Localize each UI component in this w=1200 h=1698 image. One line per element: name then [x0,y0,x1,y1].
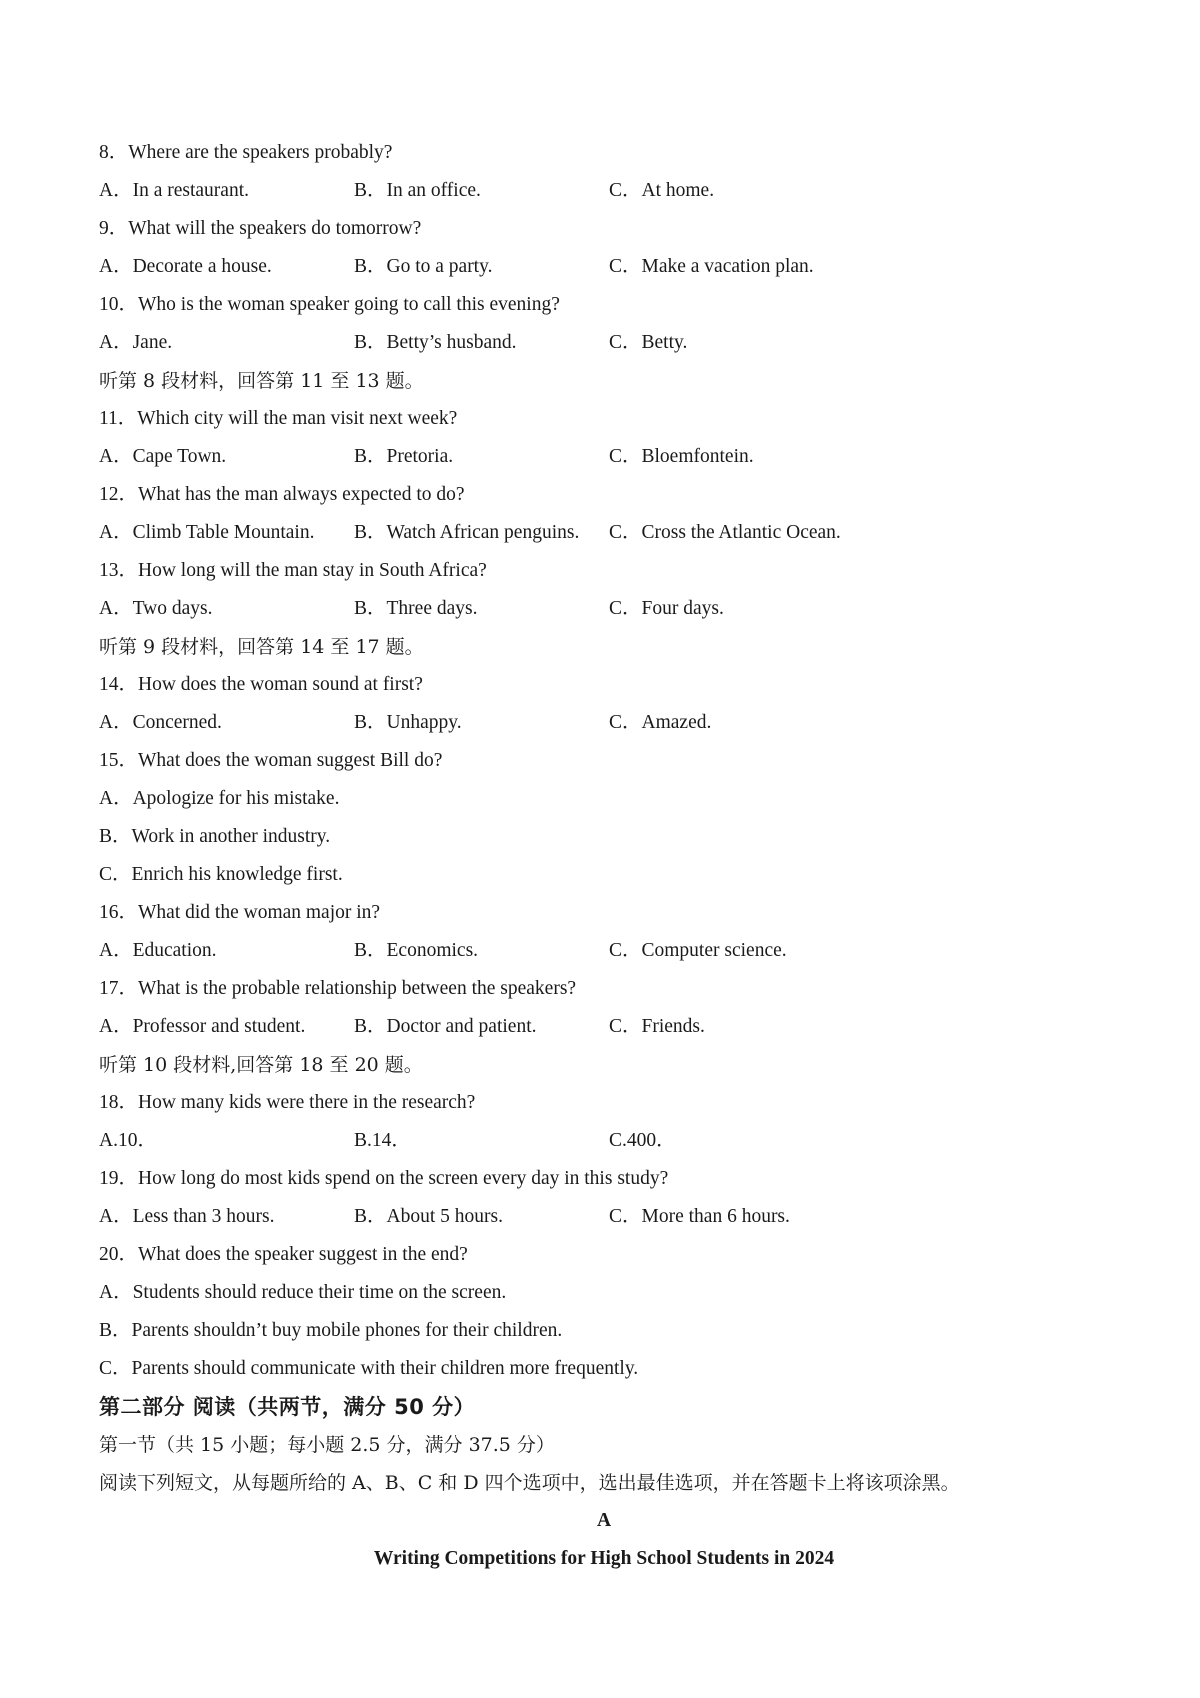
option-c: C．Bloemfontein. [609,446,754,467]
option-a: A．Less than 3 hours. [99,1206,275,1227]
options-row [99,324,1109,362]
option-b: B．Unhappy. [354,712,462,733]
question-text: How many kids were there in the research? [138,1092,476,1113]
question-number: 16． [99,902,139,923]
option-b: B．Betty’s husband. [354,332,517,353]
instruction-line: 听第 9 段材料，回答第 14 至 17 题。 [99,636,424,658]
question-number: 20． [99,1244,139,1265]
question-text: What does the speaker suggest in the end? [138,1244,468,1265]
question-stem [99,970,1109,1008]
option-c: C．Make a vacation plan. [609,256,814,277]
question-number: 14． [99,674,139,695]
option-a: A．Two days. [99,598,213,619]
options-row [99,1198,1109,1236]
exam-page [99,134,1109,1578]
question-number: 19． [99,1168,139,1189]
option-b: B．About 5 hours. [354,1206,503,1227]
options-row [99,1122,1109,1160]
question-stem [99,1236,1109,1274]
instruction-line: 阅读下列短文，从每题所给的 A、B、C 和 D 四个选项中，选出最佳选项，并在答题卡上将该项涂黑。 [99,1472,960,1494]
option-c: C．Four days. [609,598,724,619]
option-a: A．In a restaurant. [99,180,249,201]
options-row [99,932,1109,970]
question-stem [99,742,1109,780]
option-b: B.14． [354,1130,411,1151]
option-a: A．Cape Town. [99,446,227,467]
option-c: C．Amazed. [609,712,712,733]
option-b: B．In an office. [354,180,481,201]
passage-title: Writing Competitions for High School Students in 2024 [373,1548,835,1569]
option-line: C．Enrich his knowledge first. [99,864,343,885]
question-text: What has the man always expected to do? [138,484,465,505]
question-text: Which city will the man visit next week? [137,408,458,429]
question-stem [99,210,1109,248]
options-row [99,704,1109,742]
option-line: C．Parents should communicate with their children more frequently. [99,1358,639,1379]
option-b: B．Go to a party. [354,256,493,277]
options-row [99,248,1109,286]
options-row [99,1008,1109,1046]
option-b: B．Doctor and patient. [354,1016,537,1037]
question-number: 11． [99,408,138,429]
question-stem [99,476,1109,514]
question-stem [99,134,1109,172]
option-a: A．Decorate a house. [99,256,272,277]
question-text: How long will the man stay in South Africa? [138,560,487,581]
option-b: B．Economics. [354,940,479,961]
question-number: 9． [99,218,129,239]
option-c: C．Computer science. [609,940,787,961]
question-text: Where are the speakers probably? [128,142,393,163]
question-stem [99,400,1109,438]
question-stem [99,286,1109,324]
section-heading: 第二部分 阅读（共两节，满分 50 分） [99,1395,476,1419]
question-number: 17． [99,978,139,999]
option-a: A．Climb Table Mountain. [99,522,315,543]
option-a: A．Education. [99,940,217,961]
option-c: C．Cross the Atlantic Ocean. [609,522,841,543]
option-a: A．Professor and student. [99,1016,306,1037]
options-row [99,438,1109,476]
option-c: C．More than 6 hours. [609,1206,790,1227]
question-number: 8． [99,142,129,163]
options-row [99,590,1109,628]
option-a: A．Concerned. [99,712,222,733]
question-text: What does the woman suggest Bill do? [138,750,443,771]
question-stem [99,552,1109,590]
option-a: A．Jane. [99,332,173,353]
question-stem [99,666,1109,704]
question-number: 12． [99,484,139,505]
option-line: B．Parents shouldn’t buy mobile phones for their children. [99,1320,563,1341]
option-c: C.400． [609,1130,676,1151]
question-number: 15． [99,750,139,771]
option-line: A．Apologize for his mistake. [99,788,340,809]
question-text: How does the woman sound at first? [138,674,423,695]
option-line: A．Students should reduce their time on the screen. [99,1282,507,1303]
option-c: C．Friends. [609,1016,705,1037]
question-stem [99,1160,1109,1198]
option-a: A.10． [99,1130,157,1151]
question-text: What is the probable relationship between the speakers? [138,978,577,999]
instruction-line: 第一节（共 15 小题；每小题 2.5 分，满分 37.5 分） [99,1434,555,1456]
question-text: Who is the woman speaker going to call this evening? [138,294,560,315]
option-b: B．Watch African penguins. [354,522,580,543]
question-number: 13． [99,560,139,581]
question-stem [99,1084,1109,1122]
option-b: B．Pretoria. [354,446,454,467]
question-text: What will the speakers do tomorrow? [128,218,422,239]
question-number: 10． [99,294,139,315]
option-b: B．Three days. [354,598,478,619]
question-text: What did the woman major in? [138,902,381,923]
option-c: C．Betty. [609,332,688,353]
instruction-line: 听第 10 段材料,回答第 18 至 20 题。 [99,1054,423,1076]
passage-title: A [596,1510,612,1531]
question-text: How long do most kids spend on the screen every day in this study? [138,1168,669,1189]
options-row [99,514,1109,552]
instruction-line: 听第 8 段材料，回答第 11 至 13 题。 [99,370,424,392]
question-stem [99,894,1109,932]
question-number: 18． [99,1092,139,1113]
options-row [99,172,1109,210]
option-c: C．At home. [609,180,715,201]
option-line: B．Work in another industry. [99,826,331,847]
